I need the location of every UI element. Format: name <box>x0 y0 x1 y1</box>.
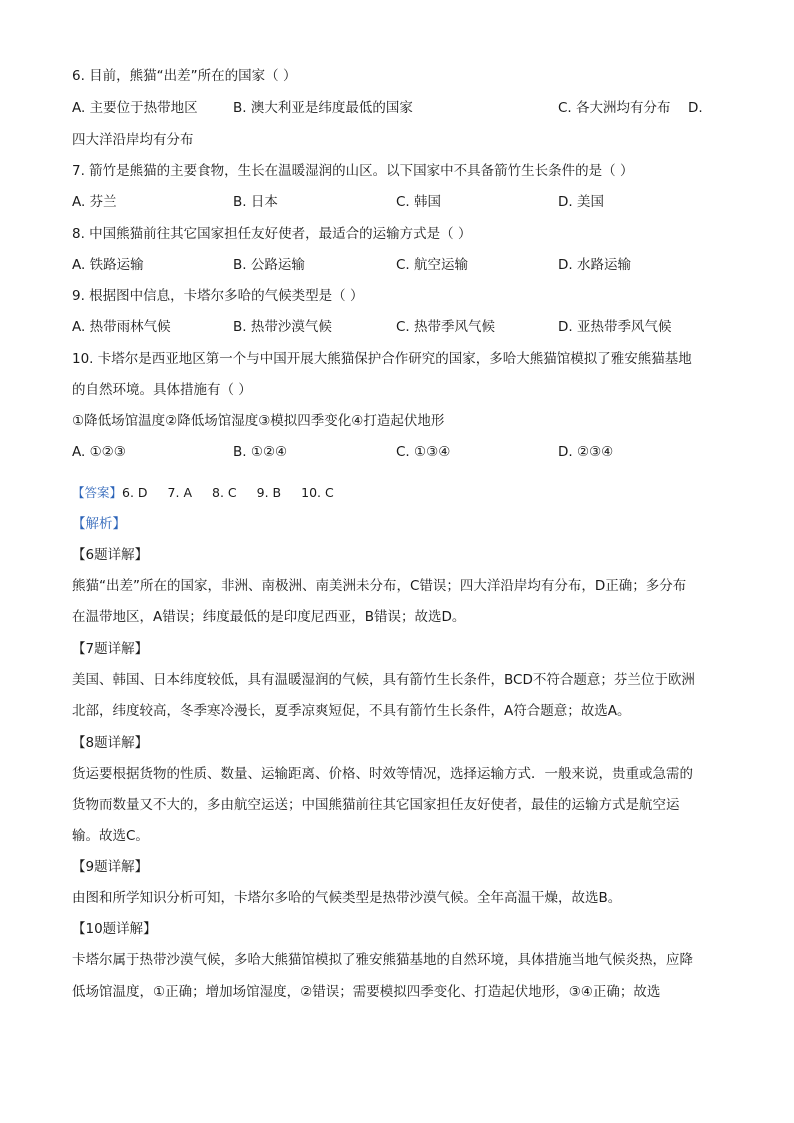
q7-stem: 7. 箭竹是熊猫的主要食物，生长在温暖湿润的山区。以下国家中不具备箭竹生长条件的是（ ） <box>72 163 634 179</box>
q8-option-a: A. 铁路运输 <box>72 257 144 273</box>
q10-option-d: D. ②③④ <box>558 444 614 460</box>
answer-line <box>72 483 354 503</box>
q9-option-a: A. 热带雨林气候 <box>72 319 171 335</box>
detail-6-line2: 在温带地区，A错误；纬度最低的是印度尼西亚，B错误；故选D。 <box>72 609 466 625</box>
q9-stem: 9. 根据图中信息，卡塔尔多哈的气候类型是（ ） <box>72 288 364 304</box>
answer-9: 9. B <box>256 485 282 500</box>
q9-option-d: D. 亚热带季风气候 <box>558 319 672 335</box>
q10-option-a: A. ①②③ <box>72 444 126 460</box>
detail-10-line1: 卡塔尔属于热带沙漠气候，多哈大熊猫馆模拟了雅安熊猫基地的自然环境，具体措施当地气候炎热，应降 <box>72 952 693 968</box>
q8-stem: 8. 中国熊猫前往其它国家担任友好使者，最适合的运输方式是（ ） <box>72 226 472 242</box>
detail-7-line2: 北部，纬度较高，冬季寒冷漫长，夏季凉爽短促，不具有箭竹生长条件，A符合题意；故选A。 <box>72 703 631 719</box>
q9-option-c: C. 热带季风气候 <box>396 319 496 335</box>
answer-6: 6. D <box>122 485 148 500</box>
analysis-label: 【解析】 <box>72 516 126 532</box>
q6-option-d: D. <box>688 100 703 116</box>
q6-option-d-text: 四大洋沿岸均有分布 <box>72 132 194 148</box>
answer-10: 10. C <box>301 485 334 500</box>
detail-8-line3: 输。故选C。 <box>72 828 149 844</box>
q8-option-d: D. 水路运输 <box>558 257 631 273</box>
q10-option-b: B. ①②④ <box>233 444 288 460</box>
detail-6-title: 【6题详解】 <box>72 547 149 563</box>
q7-option-a: A. 芬兰 <box>72 194 117 210</box>
detail-8-title: 【8题详解】 <box>72 735 149 751</box>
q10-stem-line2: 的自然环境。具体措施有（ ） <box>72 382 252 398</box>
detail-9-line1: 由图和所学知识分析可知，卡塔尔多哈的气候类型是热带沙漠气候。全年高温干燥，故选B。 <box>72 890 622 906</box>
q9-option-b: B. 热带沙漠气候 <box>233 319 332 335</box>
detail-7-title: 【7题详解】 <box>72 641 149 657</box>
q8-option-c: C. 航空运输 <box>396 257 469 273</box>
q7-option-c: C. 韩国 <box>396 194 442 210</box>
answer-label: 【答案】 <box>72 485 123 500</box>
answer-7: 7. A <box>167 485 192 500</box>
detail-9-title: 【9题详解】 <box>72 859 149 875</box>
detail-7-line1: 美国、韩国、日本纬度较低，具有温暖湿润的气候，具有箭竹生长条件，BCD不符合题意；芬兰位于欧洲 <box>72 672 695 688</box>
q6-option-a: A. 主要位于热带地区 <box>72 100 198 116</box>
answer-8: 8. C <box>212 485 237 500</box>
detail-6-line1: 熊猫“出差”所在的国家，非洲、南极洲、南美洲未分布，C错误；四大洋沿岸均有分布，D正确；多分布 <box>72 578 687 594</box>
q6-option-b: B. 澳大利亚是纬度最低的国家 <box>233 100 413 116</box>
q8-option-b: B. 公路运输 <box>233 257 305 273</box>
detail-8-line2: 货物而数量又不大的，多由航空运送；中国熊猫前往其它国家担任友好使者，最佳的运输方式是航空运 <box>72 797 680 813</box>
detail-10-line2: 低场馆温度，①正确；增加场馆湿度，②错误；需要模拟四季变化、打造起伏地形，③④正确；故选 <box>72 984 661 1000</box>
q6-stem: 6. 目前，熊猫“出差”所在的国家（ ） <box>72 68 297 84</box>
q10-option-c: C. ①③④ <box>396 444 451 460</box>
q6-option-c: C. 各大洲均有分布 <box>558 100 671 116</box>
q7-option-d: D. 美国 <box>558 194 604 210</box>
q10-statements: ①降低场馆温度②降低场馆湿度③模拟四季变化④打造起伏地形 <box>72 413 445 429</box>
detail-8-line1: 货运要根据货物的性质、数量、运输距离、价格、时效等情况，选择运输方式．一般来说，贵重或急需的 <box>72 766 693 782</box>
detail-10-title: 【10题详解】 <box>72 921 157 937</box>
q7-option-b: B. 日本 <box>233 194 278 210</box>
q10-stem-line1: 10. 卡塔尔是西亚地区第一个与中国开展大熊猫保护合作研究的国家，多哈大熊猫馆模拟了雅安熊猫基地 <box>72 351 692 367</box>
